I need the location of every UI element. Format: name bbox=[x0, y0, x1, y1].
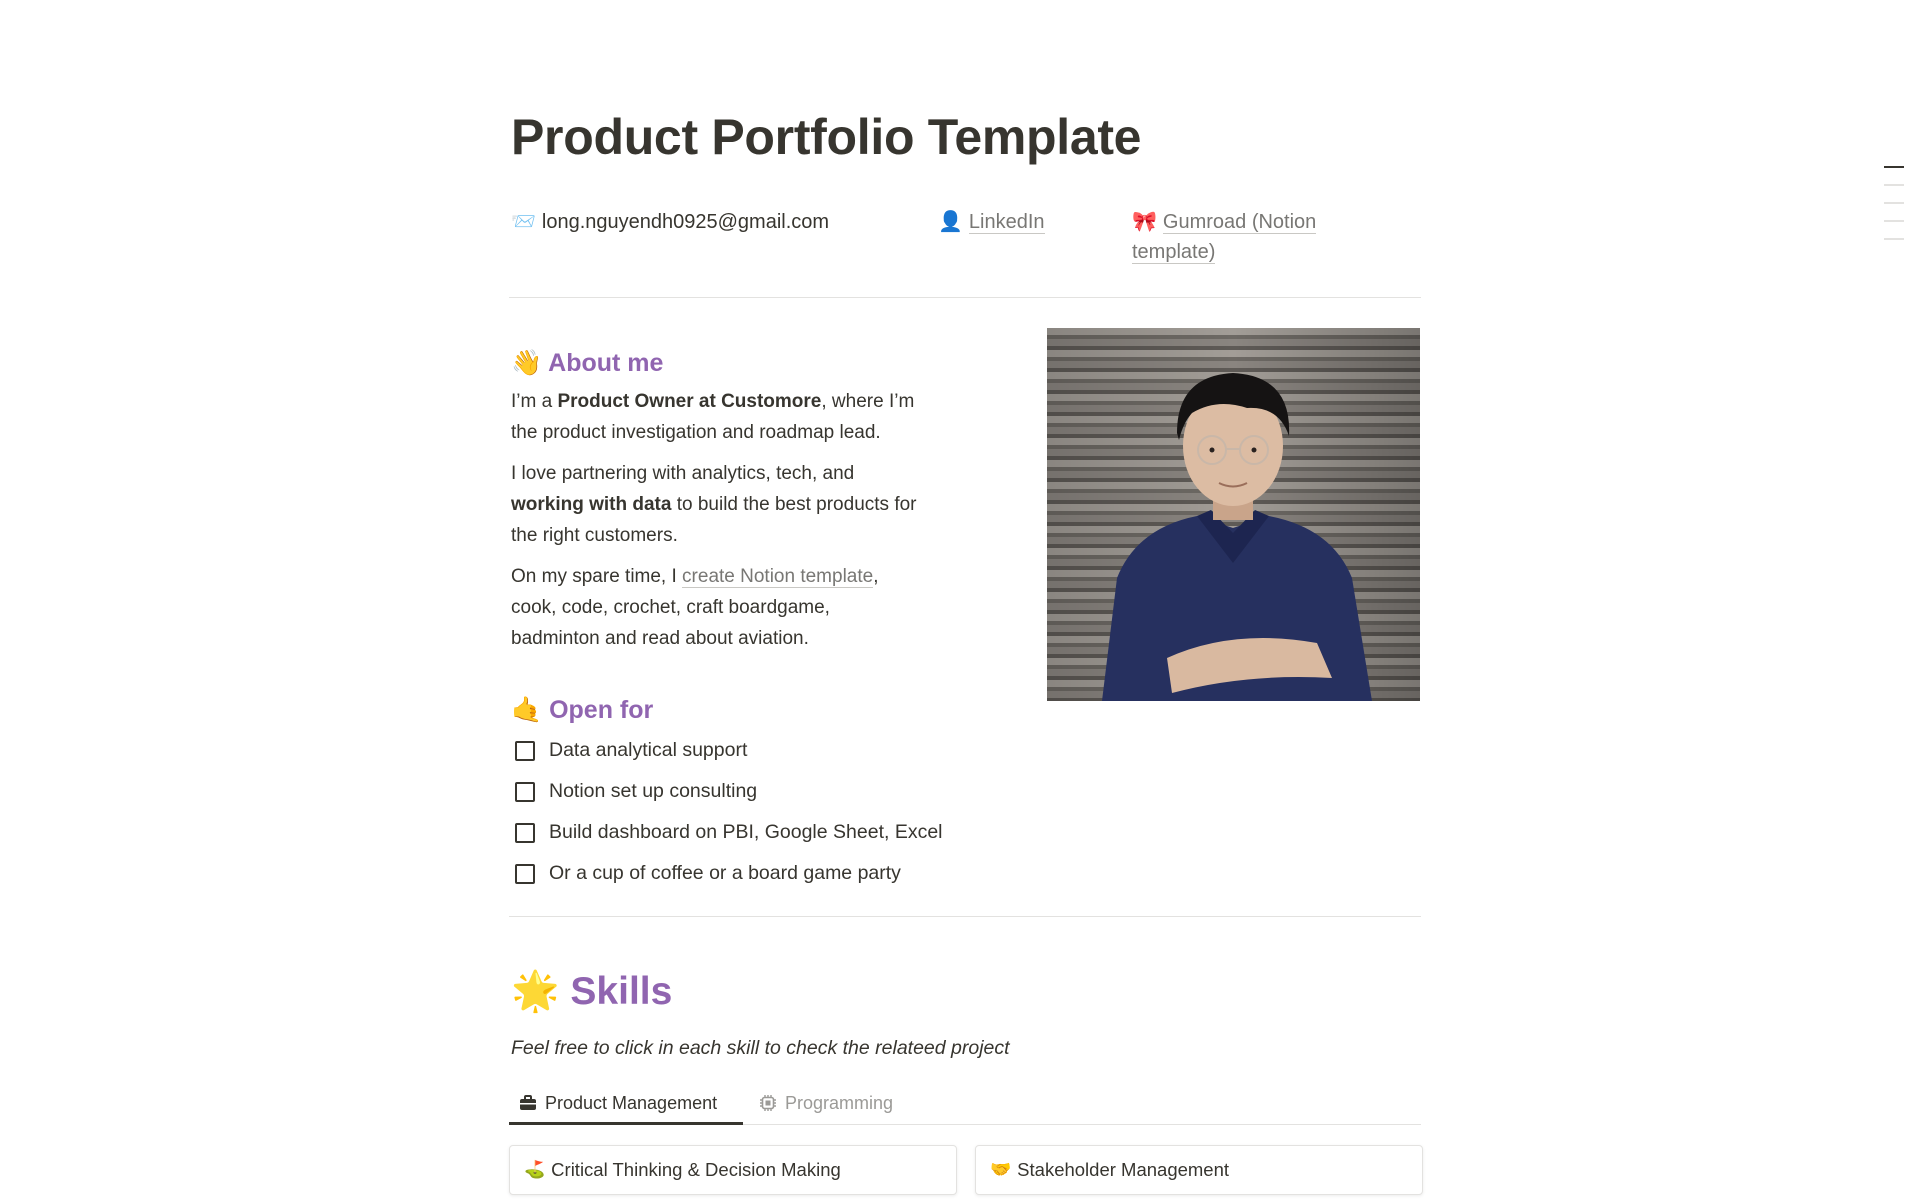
gumroad-link[interactable]: Gumroad (Notion bbox=[1162, 211, 1317, 233]
skills-heading bbox=[511, 968, 672, 1014]
text: cook, code, crochet, craft boardgame, bbox=[511, 597, 830, 618]
divider bbox=[509, 916, 1421, 917]
about-paragraph-1 bbox=[511, 386, 991, 448]
checkbox[interactable] bbox=[515, 741, 535, 761]
toc-line[interactable] bbox=[1884, 202, 1904, 204]
todo-label: Data analytical support bbox=[549, 739, 748, 761]
about-paragraph-3 bbox=[511, 561, 991, 654]
about-paragraph-2 bbox=[511, 458, 991, 551]
todo-label: Build dashboard on PBI, Google Sheet, Excel bbox=[549, 821, 943, 843]
about-heading-text: About me bbox=[548, 349, 664, 377]
todo-label: Or a cup of coffee or a board game party bbox=[549, 862, 901, 884]
todo-list bbox=[511, 730, 991, 894]
todo-label: Notion set up consulting bbox=[549, 780, 758, 802]
tab-product-management[interactable] bbox=[509, 1083, 743, 1123]
toc-line[interactable] bbox=[1884, 184, 1904, 186]
profile-photo[interactable] bbox=[1047, 328, 1420, 701]
ribbon-icon: 🎀 bbox=[1132, 211, 1157, 233]
toc-line[interactable] bbox=[1884, 238, 1904, 240]
person-icon: 👤 bbox=[938, 211, 963, 233]
skills-tabs bbox=[509, 1083, 1421, 1125]
skill-card-label: Stakeholder Management bbox=[1017, 1159, 1230, 1180]
text: to build the best products for bbox=[671, 494, 917, 515]
tab-label: Product Management bbox=[545, 1092, 718, 1113]
toc-line-active[interactable] bbox=[1884, 166, 1904, 168]
todo-item bbox=[511, 730, 991, 771]
about-column bbox=[511, 345, 991, 894]
call-me-hand-icon: 🤙 bbox=[511, 696, 543, 724]
golf-flag-icon: ⛳ bbox=[524, 1160, 546, 1179]
handshake-icon: 🤝 bbox=[990, 1160, 1012, 1179]
skills-heading-text: Skills bbox=[570, 970, 673, 1013]
todo-item bbox=[511, 771, 991, 812]
contact-email bbox=[511, 207, 829, 237]
page-title: Product Portfolio Template bbox=[511, 109, 1142, 165]
checkbox[interactable] bbox=[515, 864, 535, 884]
skill-card-label: Critical Thinking & Decision Making bbox=[551, 1159, 841, 1180]
checkbox[interactable] bbox=[515, 782, 535, 802]
briefcase-icon bbox=[519, 1095, 537, 1111]
tab-label: Programming bbox=[785, 1092, 894, 1113]
text: badminton and read about aviation. bbox=[511, 628, 809, 649]
glowing-star-icon: 🌟 bbox=[511, 970, 560, 1013]
chip-icon bbox=[759, 1094, 777, 1112]
contact-linkedin bbox=[938, 207, 1045, 237]
text: On my spare time, I bbox=[511, 566, 683, 587]
text: I love partnering with analytics, tech, and bbox=[511, 463, 855, 484]
email-text: long.nguyendh0925@gmail.com bbox=[541, 211, 830, 233]
contact-gumroad bbox=[1132, 207, 1382, 267]
divider bbox=[509, 297, 1421, 298]
skill-card-critical-thinking[interactable] bbox=[509, 1145, 957, 1195]
toc-line[interactable] bbox=[1884, 220, 1904, 222]
checkbox[interactable] bbox=[515, 823, 535, 843]
waving-hand-icon: 👋 bbox=[511, 349, 543, 377]
open-for-heading-text: Open for bbox=[549, 696, 654, 724]
skill-card-stakeholder-management[interactable] bbox=[975, 1145, 1423, 1195]
todo-item bbox=[511, 853, 991, 894]
linkedin-link[interactable]: LinkedIn bbox=[968, 211, 1045, 233]
text: the product investigation and roadmap lead. bbox=[511, 422, 881, 443]
bold-text: Product Owner at Customore bbox=[557, 391, 822, 412]
text: , where I’m bbox=[821, 391, 915, 412]
create-notion-template-link[interactable]: create Notion template bbox=[682, 566, 874, 587]
text: the right customers. bbox=[511, 525, 678, 546]
about-heading bbox=[511, 345, 991, 381]
tab-programming[interactable] bbox=[749, 1083, 903, 1123]
open-for-heading bbox=[511, 692, 991, 728]
text: , bbox=[873, 566, 879, 587]
text: I’m a bbox=[511, 391, 558, 412]
todo-item bbox=[511, 812, 991, 853]
skills-subtitle: Feel free to click in each skill to check the relateed project bbox=[511, 1037, 1010, 1059]
gumroad-link-cont[interactable]: template) bbox=[1132, 241, 1216, 263]
bold-text: working with data bbox=[511, 494, 672, 515]
envelope-icon: 📨 bbox=[511, 211, 536, 233]
